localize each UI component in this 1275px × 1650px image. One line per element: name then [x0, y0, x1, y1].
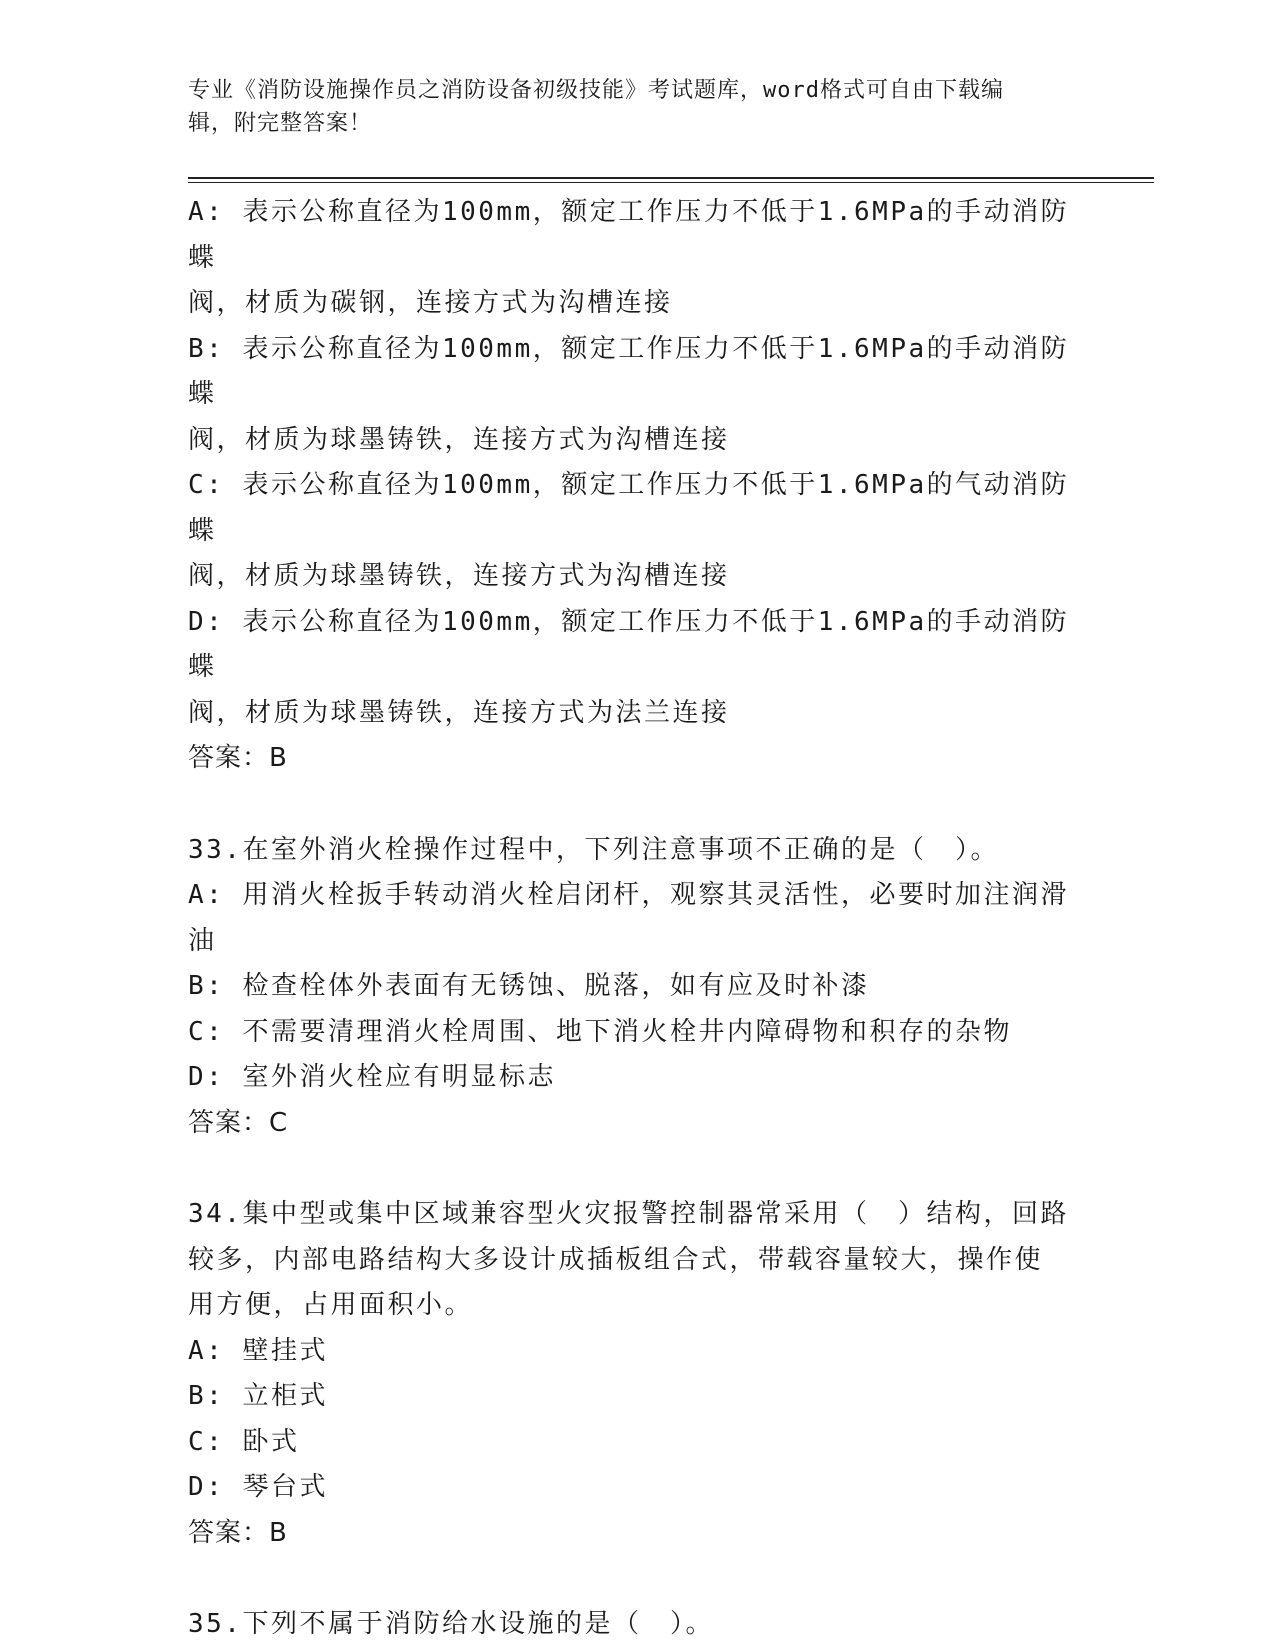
option-a-line-2: 阀，材质为碳钢，连接方式为沟槽连接: [188, 288, 673, 318]
option-c: C: 不需要清理消火栓周围、地下消火栓井内障碍物和积存的杂物: [188, 1016, 1012, 1047]
option-d-line-2: 阀，材质为球墨铸铁，连接方式为法兰连接: [188, 697, 730, 728]
option-b: B: 立柜式: [188, 1381, 328, 1411]
header-line-2: 辑，附完整答案！: [188, 111, 373, 136]
header-divider-thin: [188, 182, 1154, 183]
question-content: [188, 190, 1088, 1648]
question-33-block: [188, 828, 1088, 1147]
question-stem-line-2: 较多，内部电路结构大多设计成插板组合式，带载容量较大，操作使: [188, 1244, 1044, 1275]
option-c-line-1: C: 表示公称直径为100mm，额定工作压力不低于1.6MPa的气动消防蝶: [188, 470, 1070, 546]
question-stem-line-1: 34.集中型或集中区域兼容型火灾报警控制器常采用（ ）结构，回路: [188, 1199, 1069, 1229]
option-d: D: 琴台式: [188, 1472, 328, 1502]
option-c: C: 卧式: [188, 1426, 300, 1457]
prev-question-block: [188, 190, 1088, 782]
question-stem: 35.下列不属于消防给水设施的是（ ）。: [188, 1609, 714, 1639]
header-divider-thick: [188, 177, 1154, 179]
option-b-line-1: B: 表示公称直径为100mm，额定工作压力不低于1.6MPa的手动消防蝶: [188, 333, 1070, 409]
option-b-line-2: 阀，材质为球墨铸铁，连接方式为沟槽连接: [188, 424, 730, 455]
document-header: [188, 74, 1088, 140]
option-b: B: 检查栓体外表面有无锈蚀、脱落，如有应及时补漆: [188, 971, 870, 1001]
question-stem-line-3: 用方便，占用面积小。: [188, 1290, 474, 1320]
option-c-line-2: 阀，材质为球墨铸铁，连接方式为沟槽连接: [188, 561, 730, 591]
option-a-line-1: A: 表示公称直径为100mm，额定工作压力不低于1.6MPa的手动消防蝶: [188, 197, 1070, 273]
option-d: D: 室外消火栓应有明显标志: [188, 1062, 556, 1092]
header-line-1: 专业《消防设施操作员之消防设备初级技能》考试题库，word格式可自由下载编: [188, 78, 1004, 103]
option-a-line-1: A: 用消火栓扳手转动消火栓启闭杆，观察其灵活性，必要时加注润滑: [188, 880, 1069, 910]
question-35-block: [188, 1602, 1088, 1648]
option-a: A: 壁挂式: [188, 1335, 328, 1366]
question-stem: 33.在室外消火栓操作过程中，下列注意事项不正确的是（ ）。: [188, 834, 999, 865]
question-34-block: [188, 1192, 1088, 1556]
option-a-line-2: 油: [188, 925, 217, 956]
answer-label: 答案：C: [188, 1107, 289, 1138]
option-d-line-1: D: 表示公称直径为100mm，额定工作压力不低于1.6MPa的手动消防蝶: [188, 606, 1070, 682]
answer-label: 答案：B: [188, 1517, 288, 1548]
answer-label: 答案：B: [188, 743, 288, 773]
